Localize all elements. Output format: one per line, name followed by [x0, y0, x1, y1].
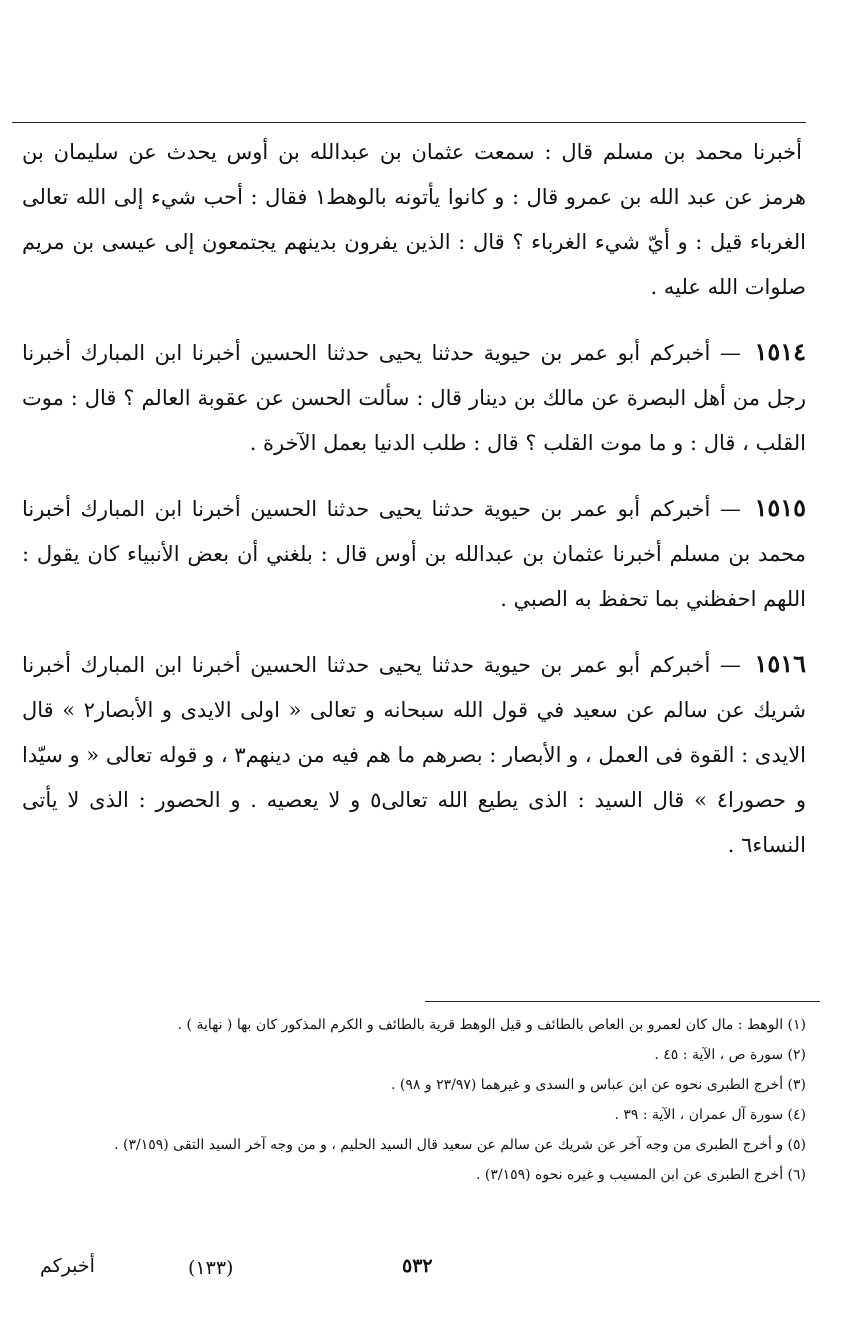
footnote-rule: [425, 1001, 820, 1002]
paragraph-text: — أخبركم أبو عمر بن حيوية حدثنا يحيى حدثنا الحسين أخبرنا ابن المبارك أخبرنا شريك عن سالم عن سعيد في قول الله سبحانه و تعالى « اولى الايدى و الأبصار٢ » قال الايدى : القوة فى العمل ، و الأبصار : بصرهم ما هم فيه من دينهم٣ ، و قوله تعالى « و سيّدا و حصورا٤ » قال السيد : الذى يطيع الله تعالى٥ و لا يعصيه . و الحصور : الذى لا يأتى النساء٦ .: [22, 653, 806, 857]
paragraph: [22, 128, 806, 310]
hadith-number: ١٥١٥: [754, 493, 806, 522]
footnote: (٦) أخرج الطبرى عن ابن المسيب و غيره نحوه (٣/١٥٩) .: [475, 1167, 806, 1183]
footnotes: [22, 1010, 806, 1190]
footnote: (٣) أخرج الطبرى نحوه عن ابن عباس و السدى و غيرهما (٢٣/٩٧ و ٩٨) .: [391, 1077, 806, 1093]
page-footer: [0, 1255, 856, 1295]
main-text: [22, 128, 806, 868]
catchword: أخبركم: [40, 1255, 95, 1277]
paragraph-text: — أخبركم أبو عمر بن حيوية حدثنا يحيى حدثنا الحسين أخبرنا ابن المبارك أخبرنا رجل من أهل البصرة عن مالك بن دينار قال : سألت الحسن عن عقوبة العالم ؟ قال : موت القلب ، قال : و ما موت القلب ؟ قال : طلب الدنيا بعمل الآخرة .: [22, 341, 806, 455]
header-rule: [12, 122, 806, 123]
paragraph: [22, 485, 806, 622]
paragraph-text: أخبرنا محمد بن مسلم قال : سمعت عثمان بن عبدالله بن أوس يحدث عن سليمان بن هرمز عن عبد الله بن عمرو قال : و كانوا يأتونه بالوهط١ فقال : أحب شيء إلى الله تعالى الغرباء قيل : و أيّ شيء الغرباء ؟ قال : الذين يفرون بدينهم يجتمعون إلى عيسى بن مريم صلوات الله عليه .: [22, 140, 806, 299]
footnote: (٤) سورة آل عمران ، الآية : ٣٩ .: [614, 1107, 806, 1123]
paragraph: [22, 329, 806, 466]
page-number: ٥٣٢: [402, 1255, 433, 1277]
hadith-number: ١٥١٦: [754, 649, 806, 678]
volume-number: (١٣٣): [188, 1257, 234, 1279]
footnote: (١) الوهط : مال كان لعمرو بن العاص بالطائف و قيل الوهط قرية بالطائف و الكرم المذكور كان بها ( نهاية ) .: [177, 1017, 806, 1033]
paragraph: [22, 641, 806, 868]
hadith-number: ١٥١٤: [754, 337, 806, 366]
paragraph-text: — أخبركم أبو عمر بن حيوية حدثنا يحيى حدثنا الحسين أخبرنا ابن المبارك أخبرنا محمد بن مسلم أخبرنا عثمان بن عبدالله بن أوس قال : بلغني أن بعض الأنبياء كان يقول : اللهم احفظني بما تحفظ به الصبي .: [22, 497, 806, 611]
footnote: (٢) سورة ص ، الآية : ٤٥ .: [654, 1047, 806, 1063]
footnote: (٥) و أخرج الطبرى من وجه آخر عن شريك عن سالم عن سعيد قال السيد الحليم ، و من وجه آخر السيد التقى (٣/١٥٩) .: [114, 1137, 806, 1153]
